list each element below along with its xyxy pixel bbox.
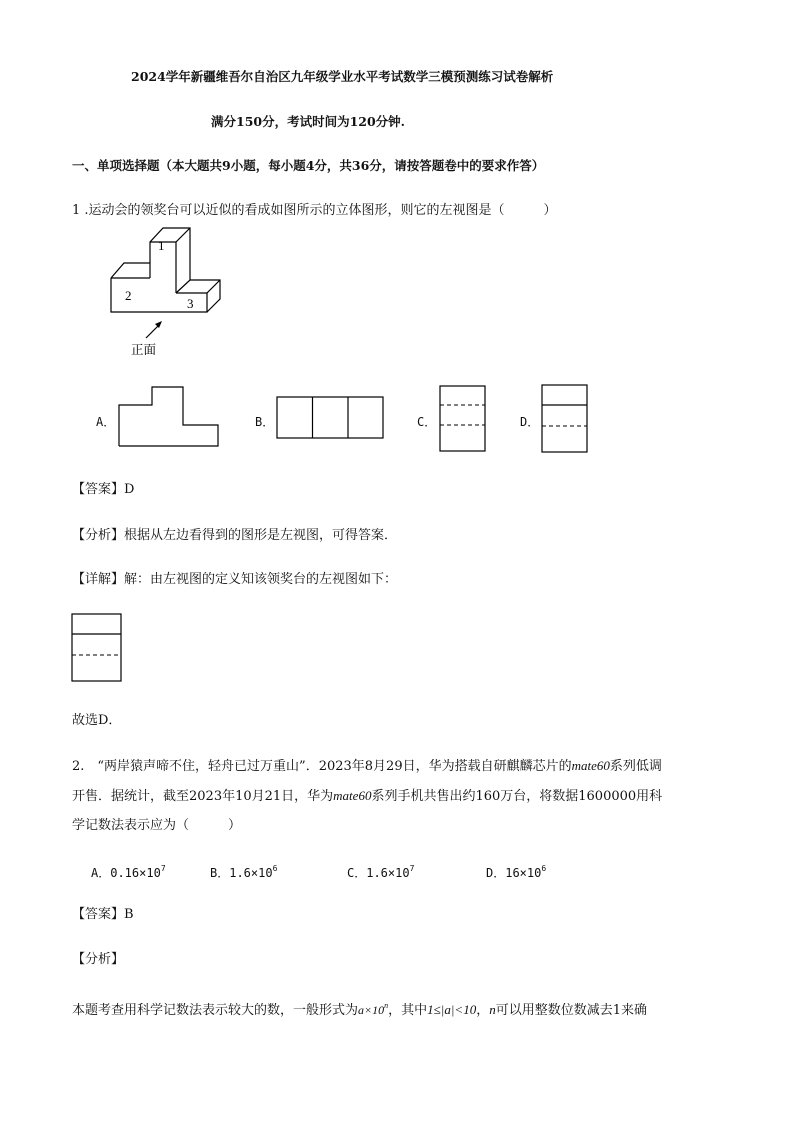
q1-answer: 【答案】D bbox=[72, 482, 135, 497]
q1-option-c-label: C． bbox=[417, 415, 437, 429]
q2-option-b-exp: 6 bbox=[272, 864, 278, 873]
label-3: 3 bbox=[187, 296, 194, 311]
q2-line2 bbox=[72, 788, 662, 805]
q2-option-a bbox=[91, 864, 166, 881]
q2-analysis-body bbox=[72, 1002, 647, 1019]
q2-line3: 学记数法表示应为（ ） bbox=[72, 818, 242, 833]
q2-option-a-text: A．0.16×10 bbox=[91, 866, 161, 880]
q2-line2-text: 开售．据统计，截至2023年10月21日，华为 bbox=[72, 789, 334, 804]
q1-option-a-label: A． bbox=[96, 415, 116, 429]
q2-option-b-text: B．1.6×10 bbox=[210, 866, 273, 880]
q1-detail: 【详解】解：由左视图的定义知该领奖台的左视图如下： bbox=[72, 572, 398, 587]
q2-analysis-heading: 【分析】 bbox=[72, 952, 125, 967]
q2-answer: 【答案】B bbox=[72, 907, 134, 922]
q2-option-c bbox=[347, 864, 414, 881]
q1-option-b-label: B． bbox=[255, 415, 275, 429]
section-heading: 一、单项选择题（本大题共9小题，每小题4分，共36分，请按答题卷中的要求作答） bbox=[72, 158, 545, 173]
q1-analysis: 【分析】根据从左边看得到的图形是左视图，可得答案． bbox=[72, 528, 398, 543]
q2-body-b: ，其中 bbox=[388, 1003, 428, 1018]
q2-line1 bbox=[72, 758, 662, 775]
q2-n: n bbox=[489, 1002, 496, 1017]
page-subtitle: 满分150分，考试时间为120分钟. bbox=[211, 114, 406, 129]
q2-option-c-exp: 7 bbox=[409, 864, 415, 873]
q1-option-d-label: D． bbox=[520, 415, 540, 429]
podium-3d-figure bbox=[100, 220, 230, 365]
q2-body-d: 可以用整数位数减去1来确 bbox=[495, 1003, 647, 1018]
q2-body-a: 本题考查用科学记数法表示较大的数，一般形式为 bbox=[72, 1003, 359, 1018]
q2-option-b bbox=[210, 864, 277, 881]
q2-mate-term: mate60 bbox=[571, 758, 610, 773]
q2-option-d bbox=[486, 864, 546, 881]
left-view-figure bbox=[71, 613, 123, 683]
q2-line2-end: 系列手机共售出约160万台，将数据1600000用科 bbox=[371, 789, 663, 804]
q2-mate-term-2: mate60 bbox=[333, 788, 372, 803]
label-2: 2 bbox=[125, 288, 132, 303]
q2-option-c-text: C．1.6×10 bbox=[347, 866, 410, 880]
q1-option-d-figure bbox=[541, 384, 589, 454]
q2-line1-text: 2. “两岸猿声啼不住，轻舟已过万重山”．2023年8月29日，华为搭载自研麒麟芯片的 bbox=[72, 759, 572, 774]
q1-option-c-figure bbox=[439, 385, 487, 453]
q1-option-a-figure bbox=[117, 386, 221, 448]
q2-formula-exp: n bbox=[384, 1001, 389, 1010]
q2-option-d-text: D．16×10 bbox=[486, 866, 542, 880]
page-title: 2024学年新疆维吾尔自治区九年级学业水平考试数学三模预测练习试卷解析 bbox=[131, 69, 554, 84]
q1-option-b-figure bbox=[276, 396, 385, 440]
q1-stem: 1 .运动会的领奖台可以近似的看成如图所示的立体图形，则它的左视图是（ ） bbox=[72, 203, 557, 218]
q2-body-c: ， bbox=[476, 1003, 490, 1018]
q2-range: 1≤|a|<10 bbox=[427, 1002, 477, 1017]
q2-option-a-exp: 7 bbox=[160, 864, 166, 873]
q2-option-d-exp: 6 bbox=[541, 864, 547, 873]
label-1: 1 bbox=[158, 238, 165, 253]
q2-line1-end: 系列低调 bbox=[609, 759, 662, 774]
q1-choose: 故选D． bbox=[72, 713, 122, 728]
q2-formula: a×10 bbox=[358, 1003, 385, 1017]
front-label: 正面 bbox=[131, 343, 157, 357]
